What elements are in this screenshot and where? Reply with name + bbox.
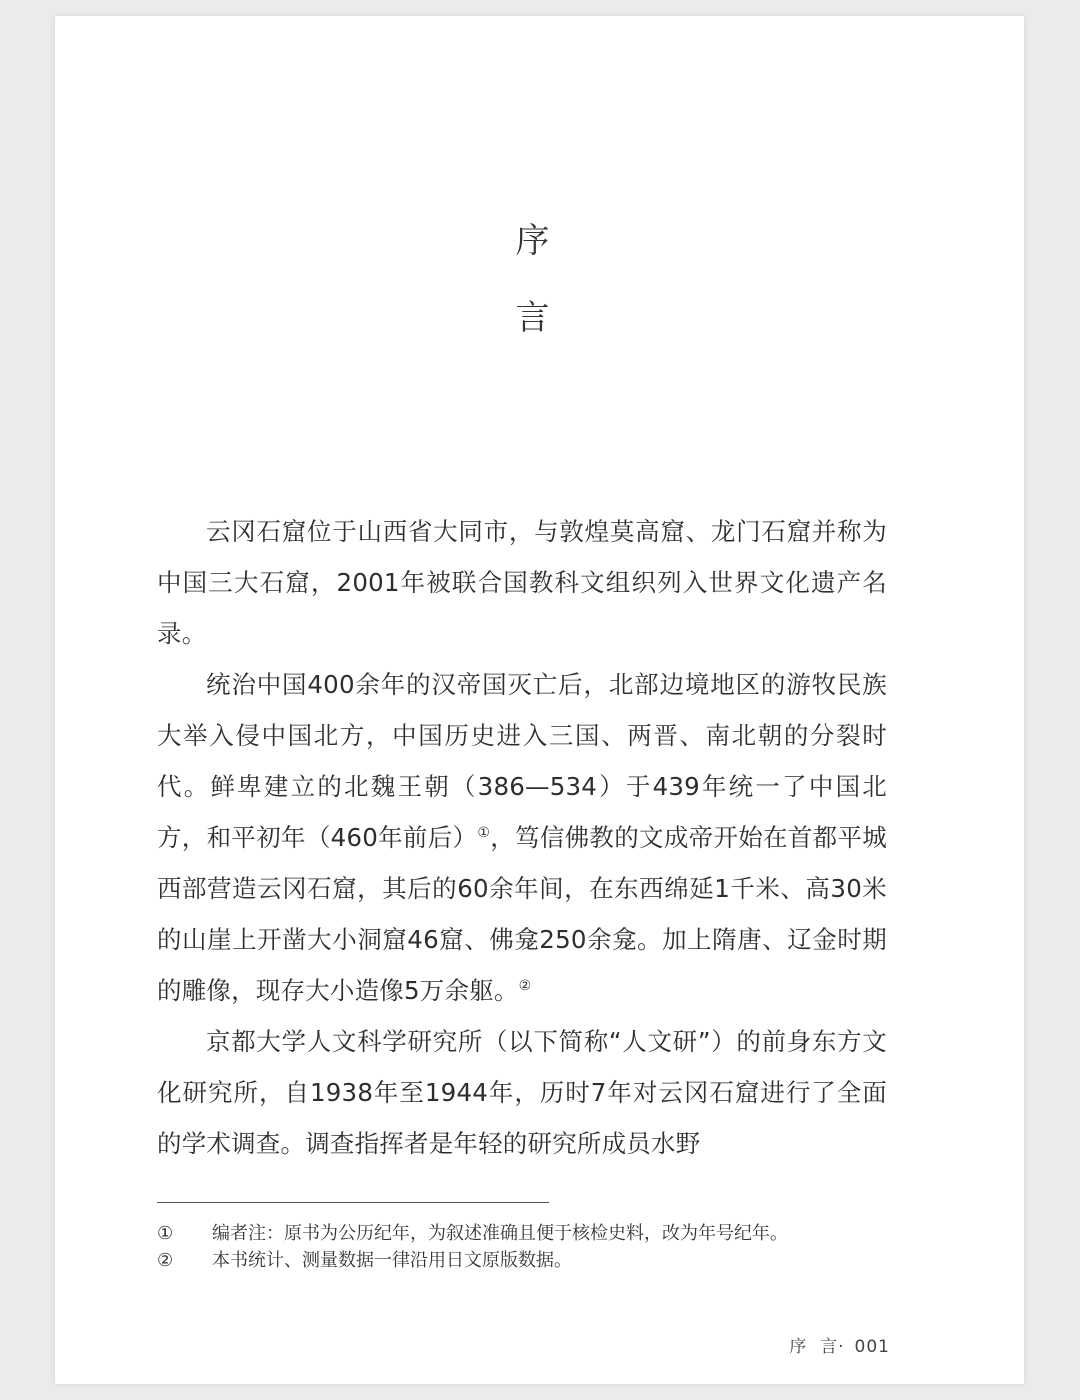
running-head: 序 言· — [789, 1337, 845, 1357]
footnote-2 — [157, 1247, 907, 1274]
document-page — [55, 16, 1024, 1384]
paragraph-3: 京都大学人文科学研究所（以下简称“人文研”）的前身东方文化研究所，自1938年至1944年，历时7年对云冈石窟进行了全面的学术调查。调查指挥者是年轻的研究所成员水野 — [157, 1027, 887, 1158]
footnote-1 — [157, 1220, 907, 1247]
footnote-1-text: 编者注：原书为公历纪年，为叙述准确且便于核检史料，改为年号纪年。 — [212, 1223, 788, 1244]
page-title-char-2: 言 — [515, 298, 550, 338]
paragraph-2 — [157, 659, 887, 1016]
page-number: 001 — [854, 1337, 890, 1357]
paragraph-1: 云冈石窟位于山西省大同市，与敦煌莫高窟、龙门石窟并称为中国三大石窟，2001年被联合国教科文组织列入世界文化遗产名录。 — [157, 517, 887, 648]
footnote-1-mark: ① — [157, 1223, 174, 1244]
paragraph-2-part-1: 统治中国400余年的汉帝国灭亡后，北部边境地区的游牧民族大举入侵中国北方，中国历史进入三国、两晋、南北朝的分裂时代。鲜卑建立的北魏王朝（386—534）于439年统一了中国北方，和平初年（460年前后） — [157, 670, 887, 852]
paragraph-2-part-2: ，笃信佛教的文成帝开始在首都平城西部营造云冈石窟，其后的60余年间，在东西绵延1千米、高30米的山崖上开凿大小洞窟46窟、佛龛250余龛。加上隋唐、辽金时期的雕像，现存大小造像5万余躯。 — [157, 823, 887, 1005]
footnote-2-mark: ② — [157, 1250, 174, 1271]
page-title-char-1: 序 — [515, 221, 550, 261]
footnote-ref-1[interactable]: ① — [477, 824, 491, 841]
footnote-2-text: 本书统计、测量数据一律沿用日文原版数据。 — [212, 1250, 572, 1271]
footnote-ref-2[interactable]: ② — [518, 977, 532, 994]
footnote-divider — [157, 1202, 549, 1203]
body-text — [157, 506, 887, 1169]
footnotes — [157, 1220, 907, 1274]
page-footer — [789, 1332, 890, 1357]
